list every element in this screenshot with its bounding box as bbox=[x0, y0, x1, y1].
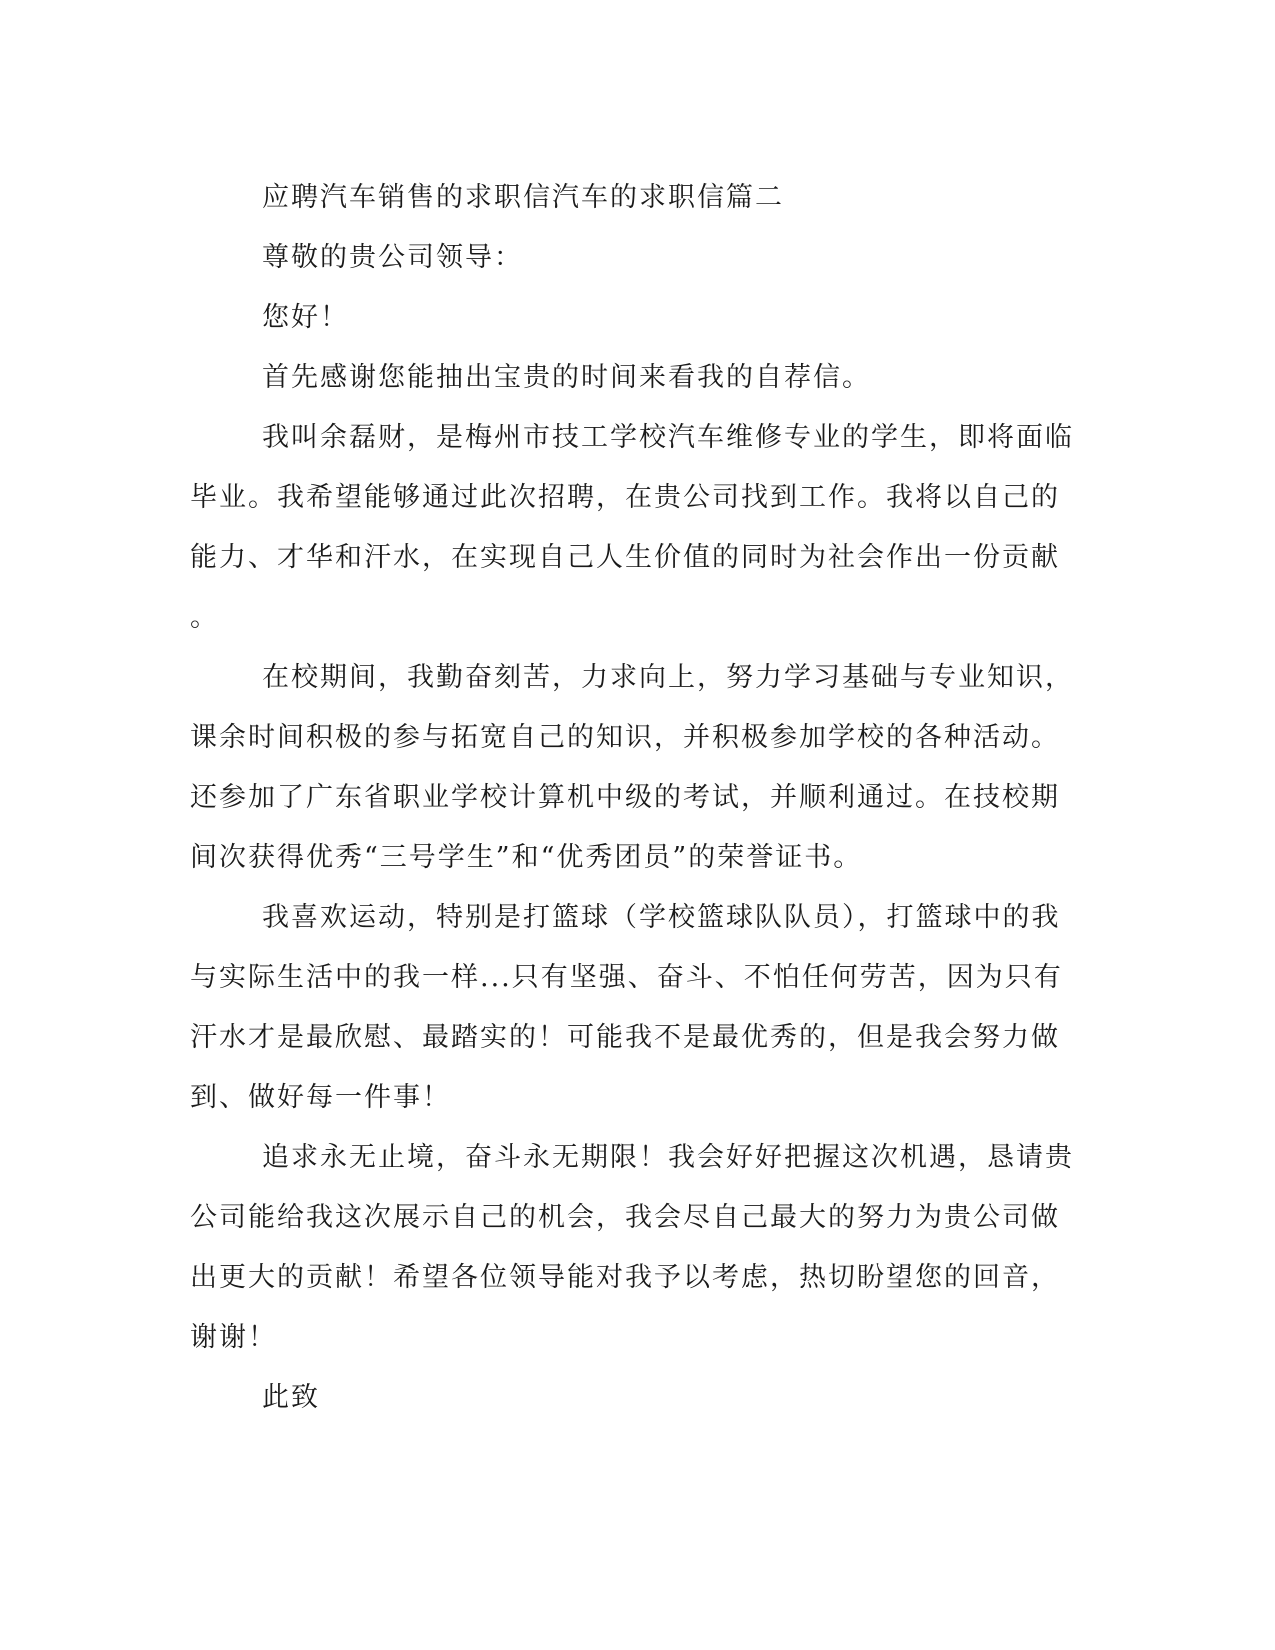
body-line: 我叫余磊财，是梅州市技工学校汽车维修专业的学生，即将面临 bbox=[262, 422, 1074, 453]
body-line: 。 bbox=[190, 602, 219, 633]
salutation: 尊敬的贵公司领导： bbox=[262, 242, 523, 273]
body-line: 汗水才是最欣慰、最踏实的！可能我不是最优秀的，但是我会努力做 bbox=[190, 1022, 1060, 1053]
body-line: 我喜欢运动，特别是打篮球（学校篮球队队员），打篮球中的我 bbox=[262, 902, 1061, 933]
body-line: 与实际生活中的我一样...只有坚强、奋斗、不怕任何劳苦，因为只有 bbox=[190, 962, 1063, 993]
body-line: 首先感谢您能抽出宝贵的时间来看我的自荐信。 bbox=[262, 362, 871, 393]
body-line: 公司能给我这次展示自己的机会，我会尽自己最大的努力为贵公司做 bbox=[190, 1202, 1060, 1233]
document-title: 应聘汽车销售的求职信汽车的求职信篇二 bbox=[262, 182, 784, 213]
body-line: 追求永无止境，奋斗永无期限！我会好好把握这次机遇，恳请贵 bbox=[262, 1142, 1074, 1173]
body-line: 出更大的贡献！希望各位领导能对我予以考虑，热切盼望您的回音， bbox=[190, 1262, 1060, 1293]
body-line: 能力、才华和汗水，在实现自己人生价值的同时为社会作出一份贡献 bbox=[190, 542, 1060, 573]
closing: 此致 bbox=[262, 1382, 320, 1413]
body-line: 谢谢！ bbox=[190, 1322, 277, 1353]
body-line: 间次获得优秀“三号学生”和“优秀团员”的荣誉证书。 bbox=[190, 842, 863, 873]
body-line: 课余时间积极的参与拓宽自己的知识，并积极参加学校的各种活动。 bbox=[190, 722, 1060, 753]
greeting: 您好！ bbox=[262, 302, 349, 333]
body-line: 到、做好每一件事！ bbox=[190, 1082, 451, 1113]
body-line: 毕业。我希望能够通过此次招聘，在贵公司找到工作。我将以自己的 bbox=[190, 482, 1060, 513]
body-line: 还参加了广东省职业学校计算机中级的考试，并顺利通过。在技校期 bbox=[190, 782, 1060, 813]
body-line: 在校期间，我勤奋刻苦，力求向上，努力学习基础与专业知识， bbox=[262, 662, 1074, 693]
